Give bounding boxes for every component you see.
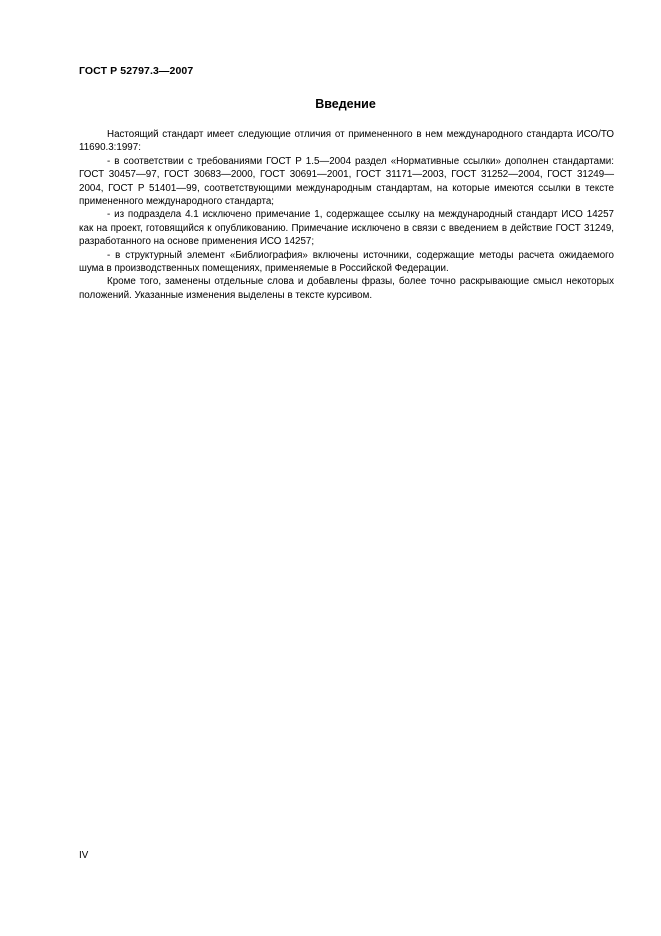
- paragraph-bibliography: - в структурный элемент «Библиография» включены источники, содержащие методы расчета ожидаемого шума в производственных помещениях, применяемые в Российской Федерации.: [79, 249, 614, 275]
- section-title: Введение: [315, 97, 376, 111]
- paragraph-intro: Настоящий стандарт имеет следующие отличия от примененного в нем международного стандарта ИСО/ТО 11690.3:1997:: [79, 129, 614, 154]
- body-text: [79, 128, 614, 302]
- page-number: IV: [79, 850, 89, 861]
- paragraph-note-removed: - из подраздела 4.1 исключено примечание 1, содержащее ссылку на международный стандарт ИСО 14257 как на проект, готовящийся к опубликованию. Примечание исключено в связи с введением в действие ГОСТ 31249, разработанного на основе применения ИСО 14257;: [79, 209, 614, 248]
- document-code-header: ГОСТ Р 52797.3—2007: [79, 65, 194, 77]
- paragraph-word-changes: Кроме того, заменены отдельные слова и добавлены фразы, более точно раскрывающие смысл некоторых положений. Указанные изменения выделены в тексте курсивом.: [79, 276, 614, 301]
- paragraph-normative-references: - в соответствии с требованиями ГОСТ Р 1.5—2004 раздел «Нормативные ссылки» дополнен стандартами: ГОСТ 30457—97, ГОСТ 30683—2000, ГОСТ 30691—2001, ГОСТ 31171—2003, ГОСТ 31252—2004, ГОСТ 31249—2004, ГОСТ Р 51401—99, соответствующими международным стандартам, на которые имеются ссылки в тексте примененного международного стандарта;: [79, 155, 614, 208]
